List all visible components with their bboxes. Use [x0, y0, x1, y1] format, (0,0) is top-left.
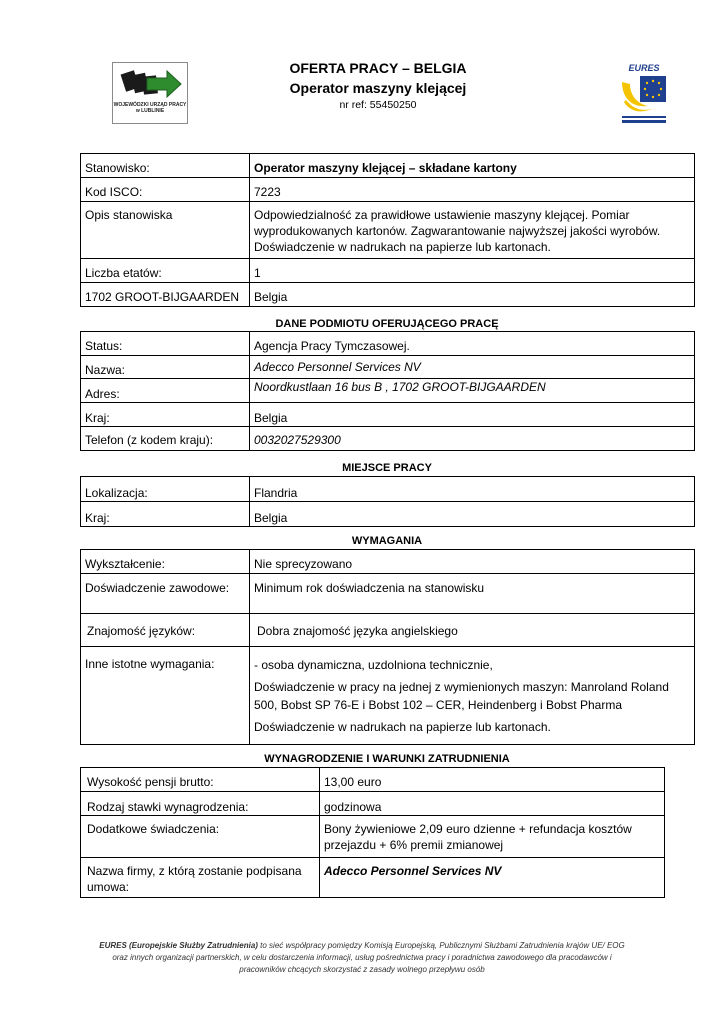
benefits-value: Bony żywieniowe 2,09 euro dzienne + refundacja kosztów przejazdu + 6% premii zmianowej [320, 816, 665, 858]
salary-section-title: WYNAGRODZENIE I WARUNKI ZATRUDNIENIA [264, 753, 510, 765]
position-label: Stanowisko: [81, 154, 250, 178]
position-value: Operator maszyny klejącej – składane kartony [250, 154, 695, 178]
footer-line-1 [40, 940, 684, 952]
reference-number: nr ref: 55450250 [339, 99, 417, 111]
workplace-country-value: Belgia [250, 502, 695, 527]
country-label: Kraj: [81, 403, 250, 427]
table-row [81, 792, 665, 816]
gross-salary-value: 13,00 euro [320, 768, 665, 792]
employer-table [80, 331, 695, 451]
table-row [81, 356, 695, 379]
status-label: Status: [81, 332, 250, 356]
footer-eures-name: EURES (Europejskie Służby Zatrudnienia) [99, 941, 258, 950]
location-label: Lokalizacja: [81, 477, 250, 502]
contract-company-value: Adecco Personnel Services NV [320, 858, 665, 898]
footer-line-2: oraz innych organizacji partnerskich, w celu dostarczenia informacji, usług pośrednictwa pracy i poradnictwa zawodowego dla pracodawców i [112, 953, 612, 962]
wup-lublin-logo-icon [117, 66, 183, 102]
footer [40, 940, 684, 976]
employer-section-title: DANE PODMIOTU OFERUJĄCEGO PRACĘ [275, 318, 499, 330]
isco-value: 7223 [250, 178, 695, 202]
benefits-label: Dodatkowe świadczenia: [81, 816, 320, 858]
page-title: OFERTA PRACY – BELGIA [289, 60, 467, 76]
table-row [81, 379, 695, 403]
company-name-value: Adecco Personnel Services NV [250, 356, 695, 379]
other-requirements-value [250, 647, 695, 745]
table-row [81, 259, 695, 283]
experience-value: Minimum rok doświadczenia na stanowisku [250, 574, 695, 614]
other-requirement-line: Doświadczenie w pracy na jednej z wymienionych maszyn: Manroland Roland 500, Bobst SP 76-E i Bobst 102 – CER, Heindenberg i Bobst Pharma [254, 680, 669, 712]
phone-value: 0032027529300 [250, 427, 695, 451]
requirements-section-title: WYMAGANIA [351, 535, 423, 547]
table-row [81, 283, 695, 307]
location-value: Flandria [250, 477, 695, 502]
experience-label: Doświadczenie zawodowe: [81, 574, 250, 614]
languages-label: Znajomość języków: [81, 614, 250, 647]
education-value: Nie sprecyzowano [250, 550, 695, 574]
table-row [81, 154, 695, 178]
wup-lublin-logo [112, 62, 188, 124]
logo-caption-line-2: w LUBLINIE [135, 108, 165, 114]
other-requirement-line: Doświadczenie w nadrukach na papierze lub kartonach. [254, 720, 551, 734]
positions-count-value: 1 [250, 259, 695, 283]
eures-logo [616, 62, 672, 128]
table-row [81, 614, 695, 647]
company-name-label: Nazwa: [81, 356, 250, 379]
requirements-table [80, 549, 695, 745]
description-value: Odpowiedzialność za prawidłowe ustawienie maszyny klejącej. Pomiar wyprodukowanych kartonów. Zagwarantowanie najwyższej jakości wyrobów. Doświadczenie w nadrukach na papierze lub kartonach. [250, 202, 695, 259]
position-table [80, 153, 695, 307]
eures-logo-text: EURES [628, 63, 660, 73]
table-row [81, 858, 665, 898]
table-row [81, 403, 695, 427]
positions-count-label: Liczba etatów: [81, 259, 250, 283]
eures-logo-icon [616, 62, 672, 128]
other-requirement-line: - osoba dynamiczna, uzdolniona technicznie, [254, 658, 493, 672]
page-subtitle: Operator maszyny klejącej [289, 80, 467, 96]
status-value: Agencja Pracy Tymczasowej. [250, 332, 695, 356]
description-label: Opis stanowiska [81, 202, 250, 259]
logo-caption-line-1: WOJEWÓDZKI URZĄD PRACY [113, 102, 187, 108]
languages-value: Dobra znajomość języka angielskiego [250, 614, 695, 647]
table-row [81, 427, 695, 451]
title-block [200, 58, 556, 112]
table-row [81, 550, 695, 574]
location-code-value: Belgia [250, 283, 695, 307]
salary-table [80, 767, 665, 898]
isco-label: Kod ISCO: [81, 178, 250, 202]
table-row [81, 816, 665, 858]
rate-type-label: Rodzaj stawki wynagrodzenia: [81, 792, 320, 816]
phone-label: Telefon (z kodem kraju): [81, 427, 250, 451]
education-label: Wykształcenie: [81, 550, 250, 574]
other-requirements-label: Inne istotne wymagania: [81, 647, 250, 745]
table-row [81, 477, 695, 502]
location-code-label: 1702 GROOT-BIJGAARDEN [81, 283, 250, 307]
footer-line-1-text: to sieć współpracy pomiędzy Komisją Europejską, Publicznymi Służbami Zatrudnienia krajów UE/ EOG [257, 941, 625, 950]
table-row [81, 178, 695, 202]
gross-salary-label: Wysokość pensji brutto: [81, 768, 320, 792]
country-value: Belgia [250, 403, 695, 427]
address-label: Adres: [81, 379, 250, 403]
rate-type-value: godzinowa [320, 792, 665, 816]
page-header [0, 0, 724, 140]
footer-line-3: pracowników chcących skorzystać z zasady wolnego przepływu osób [239, 965, 485, 974]
table-row [81, 202, 695, 259]
workplace-table [80, 476, 695, 527]
table-row [81, 502, 695, 527]
table-row [81, 768, 665, 792]
workplace-section-title: MIEJSCE PRACY [342, 462, 432, 474]
contract-company-label: Nazwa firmy, z którą zostanie podpisana umowa: [81, 858, 320, 898]
workplace-country-label: Kraj: [81, 502, 250, 527]
table-row [81, 647, 695, 745]
address-value: Noordkustlaan 16 bus B , 1702 GROOT-BIJGAARDEN [250, 379, 695, 403]
table-row [81, 332, 695, 356]
table-row [81, 574, 695, 614]
